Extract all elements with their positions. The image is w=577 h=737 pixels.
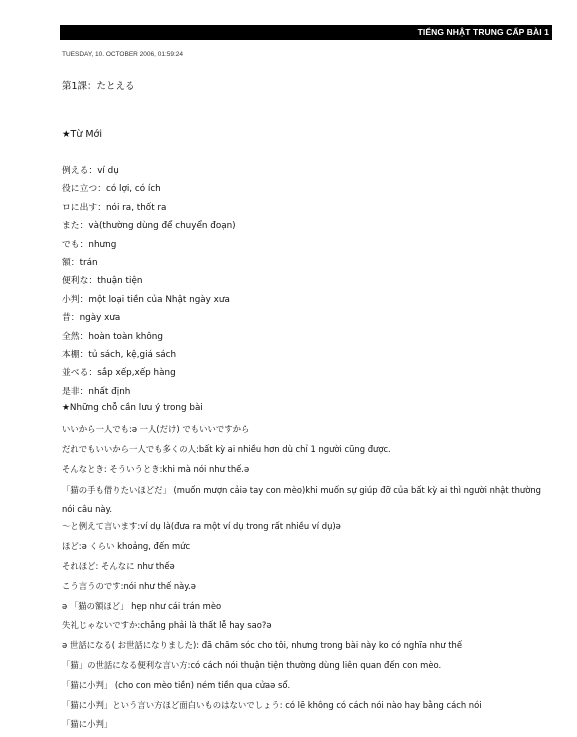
vocab-item: 役に立つ：có lợi, có ích xyxy=(62,184,161,195)
vocab-item: 小判：một loại tiền của Nhật ngày xưa xyxy=(62,294,230,305)
note-item: 失礼じゃないですか:chẳng phải là thất lễ hay sao?ə xyxy=(62,620,272,631)
vocab-item: 昔：ngày xưa xyxy=(62,313,121,324)
note-item: それほど: そんなに như thếə xyxy=(62,560,175,571)
note-item: ～と例えて言います:ví dụ là(đưa ra một ví dụ trong rất nhiều ví dụ)ə xyxy=(62,521,341,532)
note-item: 「猫に小判」 (cho con mèo tiền) ném tiền qua cửaə sổ. xyxy=(62,679,291,690)
notes-heading: ★Những chỗ cần lưu ý trong bài xyxy=(62,403,203,413)
vocab-item: 額：trán xyxy=(62,257,98,268)
vocab-item: また：và(thường dùng để chuyển đoạn) xyxy=(62,221,236,232)
note-item: ə 「猫の額ほど」 hẹp như cái trán mèo xyxy=(62,600,222,611)
note-item: そんなとき: そういうとき:khi mà nói như thế.ə xyxy=(62,463,250,474)
header-title: TIẾNG NHẬT TRUNG CẤP BÀI 1 xyxy=(417,27,549,37)
notes-list xyxy=(62,422,552,737)
vocab-item: 是非：nhất định xyxy=(62,386,131,397)
vocab-item: ロに出す：nói ra, thốt ra xyxy=(62,202,167,213)
vocab-item: 便利な：thuận tiện xyxy=(62,276,143,287)
note-item: 「猫に小判」という言い方ほど面白いものはないでしょう: có lẽ không có cách nói nào hay bằng cách nói xyxy=(62,699,482,710)
vocab-item: 全然：hoàn toàn không xyxy=(62,331,163,342)
note-item: ほど:ə くらい khoảng, đến mức xyxy=(62,541,191,552)
page-header-bar xyxy=(60,25,552,40)
new-words-heading: ★Từ Mới xyxy=(62,129,103,140)
note-item: ə 世話になる( お世話になりました): đã chăm sóc cho tôi, nhưng trong bài này ko có nghĩa như thế xyxy=(62,640,463,651)
vocab-item: 並べる：sắp xếp,xếp hàng xyxy=(62,368,176,379)
lesson-title: 第1課：たとえる xyxy=(62,81,135,92)
post-date: TUESDAY, 10. OCTOBER 2006, 01:59:24 xyxy=(62,51,184,58)
note-item: だれでもいいから一人でも多くの人:bất kỳ ai nhiều hơn dù chỉ 1 người cũng được. xyxy=(62,443,391,454)
vocab-list xyxy=(62,164,552,403)
note-item: 「猫」の世話になる便利な言い方:có cách nói thuận tiện thường dùng liên quan đến con mèo. xyxy=(62,659,442,670)
note-item: 「猫に小判」 xyxy=(62,719,113,730)
note-item: こう言うのです:nói như thế này.ə xyxy=(62,580,196,591)
note-item: いいから一人でも:ə 一人(だけ) でもいいですから xyxy=(62,424,250,434)
vocab-item: 本棚：tủ sách, kệ,giá sách xyxy=(62,349,177,360)
note-item: 「猫の手も借りたいほどだ」 (muốn mượn cảiə tay con mèo)khi muốn sự giúp đỡ của bất kỳ ai thì người nhật thường nói câu này. xyxy=(62,485,541,515)
vocab-item: 例える：ví dụ xyxy=(62,166,119,176)
vocab-item: でも：nhưng xyxy=(62,239,117,250)
